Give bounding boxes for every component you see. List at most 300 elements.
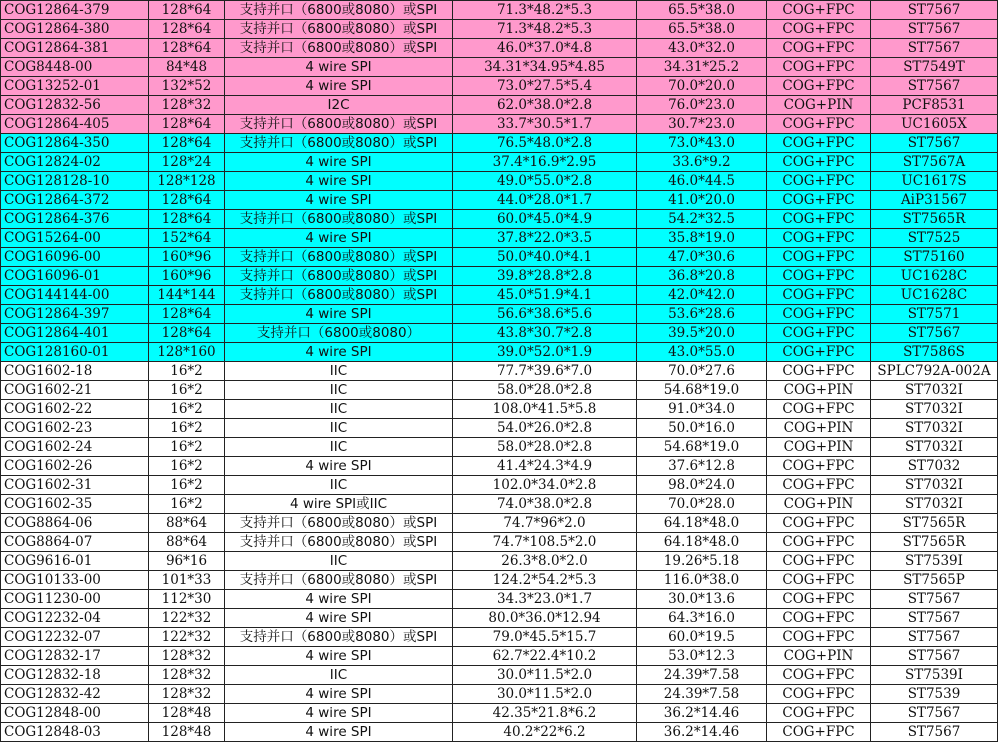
model-cell[interactable]: COG12864-401 xyxy=(1,324,149,343)
resolution-cell[interactable]: 152*64 xyxy=(149,229,225,248)
model-cell[interactable]: COG1602-21 xyxy=(1,381,149,400)
package-cell[interactable]: COG+FPC xyxy=(767,172,871,191)
view-area-cell[interactable]: 47.0*30.6 xyxy=(637,248,767,267)
model-cell[interactable]: COG8864-07 xyxy=(1,533,149,552)
view-area-cell[interactable]: 65.5*38.0 xyxy=(637,20,767,39)
model-cell[interactable]: COG8448-00 xyxy=(1,58,149,77)
outline-size-cell[interactable]: 34.3*23.0*1.7 xyxy=(453,590,637,609)
package-cell[interactable]: COG+PIN xyxy=(767,647,871,666)
package-cell[interactable]: COG+FPC xyxy=(767,609,871,628)
resolution-cell[interactable]: 16*2 xyxy=(149,400,225,419)
model-cell[interactable]: COG1602-24 xyxy=(1,438,149,457)
view-area-cell[interactable]: 65.5*38.0 xyxy=(637,1,767,20)
outline-size-cell[interactable]: 44.0*28.0*1.7 xyxy=(453,191,637,210)
resolution-cell[interactable]: 88*64 xyxy=(149,533,225,552)
outline-size-cell[interactable]: 102.0*34.0*2.8 xyxy=(453,476,637,495)
table-row xyxy=(1,685,998,704)
table-row xyxy=(1,267,998,286)
outline-size-cell[interactable]: 39.0*52.0*1.9 xyxy=(453,343,637,362)
view-area-cell[interactable]: 43.0*32.0 xyxy=(637,39,767,58)
outline-size-cell[interactable]: 62.0*38.0*2.8 xyxy=(453,96,637,115)
controller-cell[interactable]: ST7032I xyxy=(871,400,998,419)
outline-size-cell[interactable]: 71.3*48.2*5.3 xyxy=(453,1,637,20)
interface-cell[interactable]: IIC xyxy=(225,381,453,400)
package-cell[interactable]: COG+FPC xyxy=(767,267,871,286)
outline-size-cell[interactable]: 41.4*24.3*4.9 xyxy=(453,457,637,476)
outline-size-cell[interactable]: 50.0*40.0*4.1 xyxy=(453,248,637,267)
controller-cell[interactable]: SPLC792A-002A xyxy=(871,362,998,381)
outline-size-cell[interactable]: 54.0*26.0*2.8 xyxy=(453,419,637,438)
table-row xyxy=(1,495,998,514)
outline-size-cell[interactable]: 49.0*55.0*2.8 xyxy=(453,172,637,191)
table-row xyxy=(1,647,998,666)
model-cell[interactable]: COG16096-01 xyxy=(1,267,149,286)
view-area-cell[interactable]: 53.6*28.6 xyxy=(637,305,767,324)
interface-cell[interactable]: 支持并口（6800或8080）或SPI xyxy=(225,571,453,590)
controller-cell[interactable]: ST7567 xyxy=(871,39,998,58)
controller-cell[interactable]: ST7565R xyxy=(871,514,998,533)
package-cell[interactable]: COG+FPC xyxy=(767,305,871,324)
resolution-cell[interactable]: 144*144 xyxy=(149,286,225,305)
resolution-cell[interactable]: 16*2 xyxy=(149,419,225,438)
outline-size-cell[interactable]: 58.0*28.0*2.8 xyxy=(453,381,637,400)
resolution-cell[interactable]: 16*2 xyxy=(149,495,225,514)
package-cell[interactable]: COG+FPC xyxy=(767,286,871,305)
resolution-cell[interactable]: 128*64 xyxy=(149,305,225,324)
controller-cell[interactable]: ST7567 xyxy=(871,609,998,628)
model-cell[interactable]: COG12864-380 xyxy=(1,20,149,39)
outline-size-cell[interactable]: 79.0*45.5*15.7 xyxy=(453,628,637,647)
interface-cell[interactable]: I2C xyxy=(225,96,453,115)
interface-cell[interactable]: 4 wire SPI xyxy=(225,305,453,324)
interface-cell[interactable]: 4 wire SPI xyxy=(225,343,453,362)
interface-cell[interactable]: 支持并口（6800或8080）或SPI xyxy=(225,39,453,58)
view-area-cell[interactable]: 19.26*5.18 xyxy=(637,552,767,571)
interface-cell[interactable]: IIC xyxy=(225,552,453,571)
package-cell[interactable]: COG+FPC xyxy=(767,115,871,134)
resolution-cell[interactable]: 128*32 xyxy=(149,96,225,115)
table-row xyxy=(1,571,998,590)
interface-cell[interactable]: IIC xyxy=(225,419,453,438)
resolution-cell[interactable]: 16*2 xyxy=(149,438,225,457)
interface-cell[interactable]: 支持并口（6800或8080） xyxy=(225,324,453,343)
model-cell[interactable]: COG1602-35 xyxy=(1,495,149,514)
outline-size-cell[interactable]: 74.0*38.0*2.8 xyxy=(453,495,637,514)
package-cell[interactable]: COG+FPC xyxy=(767,324,871,343)
package-cell[interactable]: COG+FPC xyxy=(767,685,871,704)
view-area-cell[interactable]: 36.2*14.46 xyxy=(637,723,767,742)
interface-cell[interactable]: 支持并口（6800或8080）或SPI xyxy=(225,1,453,20)
controller-cell[interactable]: ST7567 xyxy=(871,1,998,20)
package-cell[interactable]: COG+FPC xyxy=(767,153,871,172)
package-cell[interactable]: COG+FPC xyxy=(767,666,871,685)
interface-cell[interactable]: 4 wire SPI xyxy=(225,590,453,609)
outline-size-cell[interactable]: 45.0*51.9*4.1 xyxy=(453,286,637,305)
view-area-cell[interactable]: 70.0*20.0 xyxy=(637,77,767,96)
model-cell[interactable]: COG11230-00 xyxy=(1,590,149,609)
resolution-cell[interactable]: 84*48 xyxy=(149,58,225,77)
table-row xyxy=(1,210,998,229)
controller-cell[interactable]: ST7571 xyxy=(871,305,998,324)
resolution-cell[interactable]: 16*2 xyxy=(149,476,225,495)
view-area-cell[interactable]: 54.2*32.5 xyxy=(637,210,767,229)
controller-cell[interactable]: UC1617S xyxy=(871,172,998,191)
outline-size-cell[interactable]: 80.0*36.0*12.94 xyxy=(453,609,637,628)
resolution-cell[interactable]: 128*64 xyxy=(149,210,225,229)
model-cell[interactable]: COG12832-42 xyxy=(1,685,149,704)
view-area-cell[interactable]: 46.0*44.5 xyxy=(637,172,767,191)
package-cell[interactable]: COG+PIN xyxy=(767,495,871,514)
package-cell[interactable]: COG+FPC xyxy=(767,457,871,476)
interface-cell[interactable]: IIC xyxy=(225,438,453,457)
model-cell[interactable]: COG12864-379 xyxy=(1,1,149,20)
view-area-cell[interactable]: 64.18*48.0 xyxy=(637,533,767,552)
table-row xyxy=(1,1,998,20)
table-row xyxy=(1,723,998,742)
table-row xyxy=(1,381,998,400)
controller-cell[interactable]: ST7567 xyxy=(871,134,998,153)
model-cell[interactable]: COG12832-17 xyxy=(1,647,149,666)
view-area-cell[interactable]: 53.0*12.3 xyxy=(637,647,767,666)
table-row xyxy=(1,58,998,77)
interface-cell[interactable]: 4 wire SPI xyxy=(225,685,453,704)
resolution-cell[interactable]: 128*64 xyxy=(149,39,225,58)
package-cell[interactable]: COG+FPC xyxy=(767,571,871,590)
table-row xyxy=(1,229,998,248)
controller-cell[interactable]: ST7549T xyxy=(871,58,998,77)
view-area-cell[interactable]: 42.0*42.0 xyxy=(637,286,767,305)
package-cell[interactable]: COG+FPC xyxy=(767,704,871,723)
package-cell[interactable]: COG+FPC xyxy=(767,58,871,77)
view-area-cell[interactable]: 30.7*23.0 xyxy=(637,115,767,134)
view-area-cell[interactable]: 60.0*19.5 xyxy=(637,628,767,647)
controller-cell[interactable]: AiP31567 xyxy=(871,191,998,210)
interface-cell[interactable]: IIC xyxy=(225,476,453,495)
interface-cell[interactable]: 支持并口（6800或8080）或SPI xyxy=(225,533,453,552)
controller-cell[interactable]: UC1605X xyxy=(871,115,998,134)
model-cell[interactable]: COG12864-376 xyxy=(1,210,149,229)
view-area-cell[interactable]: 64.3*16.0 xyxy=(637,609,767,628)
package-cell[interactable]: COG+FPC xyxy=(767,343,871,362)
model-cell[interactable]: COG9616-01 xyxy=(1,552,149,571)
model-cell[interactable]: COG15264-00 xyxy=(1,229,149,248)
outline-size-cell[interactable]: 33.7*30.5*1.7 xyxy=(453,115,637,134)
table-row xyxy=(1,77,998,96)
interface-cell[interactable]: 支持并口（6800或8080）或SPI xyxy=(225,248,453,267)
view-area-cell[interactable]: 33.6*9.2 xyxy=(637,153,767,172)
model-cell[interactable]: COG12864-372 xyxy=(1,191,149,210)
model-cell[interactable]: COG8864-06 xyxy=(1,514,149,533)
controller-cell[interactable]: ST7567A xyxy=(871,153,998,172)
table-row xyxy=(1,343,998,362)
controller-cell[interactable]: ST7032I xyxy=(871,381,998,400)
outline-size-cell[interactable]: 60.0*45.0*4.9 xyxy=(453,210,637,229)
model-cell[interactable]: COG12864-350 xyxy=(1,134,149,153)
table-row xyxy=(1,20,998,39)
table-row xyxy=(1,438,998,457)
view-area-cell[interactable]: 54.68*19.0 xyxy=(637,381,767,400)
view-area-cell[interactable]: 64.18*48.0 xyxy=(637,514,767,533)
interface-cell[interactable]: 4 wire SPI xyxy=(225,457,453,476)
outline-size-cell[interactable]: 43.8*30.7*2.8 xyxy=(453,324,637,343)
package-cell[interactable]: COG+FPC xyxy=(767,248,871,267)
model-cell[interactable]: COG12848-00 xyxy=(1,704,149,723)
model-cell[interactable]: COG12832-18 xyxy=(1,666,149,685)
outline-size-cell[interactable]: 39.8*28.8*2.8 xyxy=(453,267,637,286)
resolution-cell[interactable]: 128*64 xyxy=(149,134,225,153)
outline-size-cell[interactable]: 42.35*21.8*6.2 xyxy=(453,704,637,723)
view-area-cell[interactable]: 98.0*24.0 xyxy=(637,476,767,495)
table-row xyxy=(1,419,998,438)
controller-cell[interactable]: ST7567 xyxy=(871,647,998,666)
resolution-cell[interactable]: 16*2 xyxy=(149,362,225,381)
model-cell[interactable]: COG1602-31 xyxy=(1,476,149,495)
table-row xyxy=(1,590,998,609)
resolution-cell[interactable]: 128*128 xyxy=(149,172,225,191)
outline-size-cell[interactable]: 73.0*27.5*5.4 xyxy=(453,77,637,96)
model-cell[interactable]: COG1602-23 xyxy=(1,419,149,438)
view-area-cell[interactable]: 35.8*19.0 xyxy=(637,229,767,248)
package-cell[interactable]: COG+PIN xyxy=(767,438,871,457)
controller-cell[interactable]: ST7567 xyxy=(871,20,998,39)
resolution-cell[interactable]: 128*64 xyxy=(149,20,225,39)
outline-size-cell[interactable]: 30.0*11.5*2.0 xyxy=(453,685,637,704)
resolution-cell[interactable]: 132*52 xyxy=(149,77,225,96)
outline-size-cell[interactable]: 76.5*48.0*2.8 xyxy=(453,134,637,153)
package-cell[interactable]: COG+FPC xyxy=(767,39,871,58)
resolution-cell[interactable]: 160*96 xyxy=(149,248,225,267)
table-row xyxy=(1,457,998,476)
table-row xyxy=(1,533,998,552)
table-row xyxy=(1,362,998,381)
outline-size-cell[interactable]: 62.7*22.4*10.2 xyxy=(453,647,637,666)
interface-cell[interactable]: IIC xyxy=(225,400,453,419)
interface-cell[interactable]: 支持并口（6800或8080）或SPI xyxy=(225,267,453,286)
resolution-cell[interactable]: 88*64 xyxy=(149,514,225,533)
resolution-cell[interactable]: 128*64 xyxy=(149,1,225,20)
resolution-cell[interactable]: 128*64 xyxy=(149,115,225,134)
resolution-cell[interactable]: 16*2 xyxy=(149,381,225,400)
view-area-cell[interactable]: 70.0*28.0 xyxy=(637,495,767,514)
view-area-cell[interactable]: 37.6*12.8 xyxy=(637,457,767,476)
table-row xyxy=(1,666,998,685)
model-cell[interactable]: COG12864-405 xyxy=(1,115,149,134)
view-area-cell[interactable]: 70.0*27.6 xyxy=(637,362,767,381)
package-cell[interactable]: COG+FPC xyxy=(767,400,871,419)
interface-cell[interactable]: 支持并口（6800或8080）或SPI xyxy=(225,514,453,533)
model-cell[interactable]: COG128128-10 xyxy=(1,172,149,191)
table-row xyxy=(1,172,998,191)
resolution-cell[interactable]: 128*64 xyxy=(149,324,225,343)
controller-cell[interactable]: ST7567 xyxy=(871,590,998,609)
resolution-cell[interactable]: 128*32 xyxy=(149,647,225,666)
resolution-cell[interactable]: 160*96 xyxy=(149,267,225,286)
outline-size-cell[interactable]: 58.0*28.0*2.8 xyxy=(453,438,637,457)
interface-cell[interactable]: 支持并口（6800或8080）或SPI xyxy=(225,210,453,229)
view-area-cell[interactable]: 43.0*55.0 xyxy=(637,343,767,362)
package-cell[interactable]: COG+FPC xyxy=(767,1,871,20)
controller-cell[interactable]: ST7032I xyxy=(871,495,998,514)
model-cell[interactable]: COG1602-18 xyxy=(1,362,149,381)
controller-cell[interactable]: ST7567 xyxy=(871,628,998,647)
model-cell[interactable]: COG128160-01 xyxy=(1,343,149,362)
interface-cell[interactable]: 4 wire SPI xyxy=(225,58,453,77)
package-cell[interactable]: COG+FPC xyxy=(767,191,871,210)
interface-cell[interactable]: 4 wire SPI xyxy=(225,229,453,248)
outline-size-cell[interactable]: 37.4*16.9*2.95 xyxy=(453,153,637,172)
model-cell[interactable]: COG12864-397 xyxy=(1,305,149,324)
package-cell[interactable]: COG+FPC xyxy=(767,134,871,153)
controller-cell[interactable]: ST7539 xyxy=(871,685,998,704)
view-area-cell[interactable]: 116.0*38.0 xyxy=(637,571,767,590)
package-cell[interactable]: COG+FPC xyxy=(767,552,871,571)
outline-size-cell[interactable]: 46.0*37.0*4.8 xyxy=(453,39,637,58)
package-cell[interactable]: COG+FPC xyxy=(767,476,871,495)
controller-cell[interactable]: ST7032I xyxy=(871,476,998,495)
model-cell[interactable]: COG1602-26 xyxy=(1,457,149,476)
package-cell[interactable]: COG+PIN xyxy=(767,96,871,115)
interface-cell[interactable]: 4 wire SPI xyxy=(225,647,453,666)
view-area-cell[interactable]: 24.39*7.58 xyxy=(637,685,767,704)
view-area-cell[interactable]: 36.2*14.46 xyxy=(637,704,767,723)
interface-cell[interactable]: 4 wire SPI xyxy=(225,77,453,96)
interface-cell[interactable]: 4 wire SPI xyxy=(225,191,453,210)
table-row xyxy=(1,153,998,172)
resolution-cell[interactable]: 112*30 xyxy=(149,590,225,609)
view-area-cell[interactable]: 50.0*16.0 xyxy=(637,419,767,438)
package-cell[interactable]: COG+FPC xyxy=(767,210,871,229)
resolution-cell[interactable]: 128*64 xyxy=(149,191,225,210)
view-area-cell[interactable]: 24.39*7.58 xyxy=(637,666,767,685)
table-row xyxy=(1,400,998,419)
controller-cell[interactable]: ST7565R xyxy=(871,533,998,552)
controller-cell[interactable]: ST7565R xyxy=(871,210,998,229)
package-cell[interactable]: COG+FPC xyxy=(767,514,871,533)
outline-size-cell[interactable]: 124.2*54.2*5.3 xyxy=(453,571,637,590)
view-area-cell[interactable]: 41.0*20.0 xyxy=(637,191,767,210)
outline-size-cell[interactable]: 74.7*108.5*2.0 xyxy=(453,533,637,552)
package-cell[interactable]: COG+FPC xyxy=(767,229,871,248)
outline-size-cell[interactable]: 30.0*11.5*2.0 xyxy=(453,666,637,685)
model-cell[interactable]: COG144144-00 xyxy=(1,286,149,305)
view-area-cell[interactable]: 73.0*43.0 xyxy=(637,134,767,153)
controller-cell[interactable]: UC1628C xyxy=(871,286,998,305)
interface-cell[interactable]: IIC xyxy=(225,666,453,685)
package-cell[interactable]: COG+FPC xyxy=(767,77,871,96)
resolution-cell[interactable]: 128*48 xyxy=(149,704,225,723)
view-area-cell[interactable]: 91.0*34.0 xyxy=(637,400,767,419)
interface-cell[interactable]: 支持并口（6800或8080）或SPI xyxy=(225,134,453,153)
package-cell[interactable]: COG+PIN xyxy=(767,381,871,400)
model-cell[interactable]: COG12864-381 xyxy=(1,39,149,58)
model-cell[interactable]: COG10133-00 xyxy=(1,571,149,590)
controller-cell[interactable]: ST7567 xyxy=(871,723,998,742)
outline-size-cell[interactable]: 108.0*41.5*5.8 xyxy=(453,400,637,419)
package-cell[interactable]: COG+FPC xyxy=(767,628,871,647)
controller-cell[interactable]: ST75160 xyxy=(871,248,998,267)
outline-size-cell[interactable]: 56.6*38.6*5.6 xyxy=(453,305,637,324)
controller-cell[interactable]: ST7539I xyxy=(871,666,998,685)
interface-cell[interactable]: 4 wire SPI xyxy=(225,153,453,172)
interface-cell[interactable]: 支持并口（6800或8080）或SPI xyxy=(225,286,453,305)
controller-cell[interactable]: UC1628C xyxy=(871,267,998,286)
view-area-cell[interactable]: 34.31*25.2 xyxy=(637,58,767,77)
package-cell[interactable]: COG+FPC xyxy=(767,362,871,381)
interface-cell[interactable]: 4 wire SPI或IIC xyxy=(225,495,453,514)
package-cell[interactable]: COG+FPC xyxy=(767,20,871,39)
package-cell[interactable]: COG+FPC xyxy=(767,590,871,609)
controller-cell[interactable]: ST7567 xyxy=(871,324,998,343)
resolution-cell[interactable]: 96*16 xyxy=(149,552,225,571)
controller-cell[interactable]: ST7586S xyxy=(871,343,998,362)
interface-cell[interactable]: 4 wire SPI xyxy=(225,723,453,742)
interface-cell[interactable]: 支持并口（6800或8080）或SPI xyxy=(225,20,453,39)
outline-size-cell[interactable]: 77.7*39.6*7.0 xyxy=(453,362,637,381)
interface-cell[interactable]: IIC xyxy=(225,362,453,381)
view-area-cell[interactable]: 36.8*20.8 xyxy=(637,267,767,286)
outline-size-cell[interactable]: 40.2*22*6.2 xyxy=(453,723,637,742)
view-area-cell[interactable]: 54.68*19.0 xyxy=(637,438,767,457)
package-cell[interactable]: COG+FPC xyxy=(767,533,871,552)
view-area-cell[interactable]: 39.5*20.0 xyxy=(637,324,767,343)
outline-size-cell[interactable]: 74.7*96*2.0 xyxy=(453,514,637,533)
resolution-cell[interactable]: 122*32 xyxy=(149,628,225,647)
resolution-cell[interactable]: 101*33 xyxy=(149,571,225,590)
model-cell[interactable]: COG12824-02 xyxy=(1,153,149,172)
view-area-cell[interactable]: 30.0*13.6 xyxy=(637,590,767,609)
package-cell[interactable]: COG+PIN xyxy=(767,419,871,438)
resolution-cell[interactable]: 122*32 xyxy=(149,609,225,628)
model-cell[interactable]: COG1602-22 xyxy=(1,400,149,419)
controller-cell[interactable]: ST7567 xyxy=(871,704,998,723)
resolution-cell[interactable]: 128*32 xyxy=(149,666,225,685)
outline-size-cell[interactable]: 26.3*8.0*2.0 xyxy=(453,552,637,571)
table-row xyxy=(1,96,998,115)
interface-cell[interactable]: 4 wire SPI xyxy=(225,172,453,191)
controller-cell[interactable]: PCF8531 xyxy=(871,96,998,115)
outline-size-cell[interactable]: 71.3*48.2*5.3 xyxy=(453,20,637,39)
model-cell[interactable]: COG16096-00 xyxy=(1,248,149,267)
controller-cell[interactable]: ST7032I xyxy=(871,419,998,438)
resolution-cell[interactable]: 128*32 xyxy=(149,685,225,704)
controller-cell[interactable]: ST7565P xyxy=(871,571,998,590)
table-row xyxy=(1,514,998,533)
outline-size-cell[interactable]: 34.31*34.95*4.85 xyxy=(453,58,637,77)
model-cell[interactable]: COG12232-04 xyxy=(1,609,149,628)
interface-cell[interactable]: 支持并口（6800或8080）或SPI xyxy=(225,628,453,647)
model-cell[interactable]: COG12232-07 xyxy=(1,628,149,647)
resolution-cell[interactable]: 128*24 xyxy=(149,153,225,172)
package-cell[interactable]: COG+FPC xyxy=(767,723,871,742)
model-cell[interactable]: COG12848-03 xyxy=(1,723,149,742)
interface-cell[interactable]: 支持并口（6800或8080）或SPI xyxy=(225,115,453,134)
controller-cell[interactable]: ST7567 xyxy=(871,77,998,96)
model-cell[interactable]: COG12832-56 xyxy=(1,96,149,115)
controller-cell[interactable]: ST7539I xyxy=(871,552,998,571)
controller-cell[interactable]: ST7525 xyxy=(871,229,998,248)
interface-cell[interactable]: 4 wire SPI xyxy=(225,609,453,628)
model-cell[interactable]: COG13252-01 xyxy=(1,77,149,96)
view-area-cell[interactable]: 76.0*23.0 xyxy=(637,96,767,115)
resolution-cell[interactable]: 16*2 xyxy=(149,457,225,476)
resolution-cell[interactable]: 128*160 xyxy=(149,343,225,362)
table-row xyxy=(1,324,998,343)
controller-cell[interactable]: ST7032 xyxy=(871,457,998,476)
controller-cell[interactable]: ST7032I xyxy=(871,438,998,457)
interface-cell[interactable]: 4 wire SPI xyxy=(225,704,453,723)
resolution-cell[interactable]: 128*48 xyxy=(149,723,225,742)
outline-size-cell[interactable]: 37.8*22.0*3.5 xyxy=(453,229,637,248)
